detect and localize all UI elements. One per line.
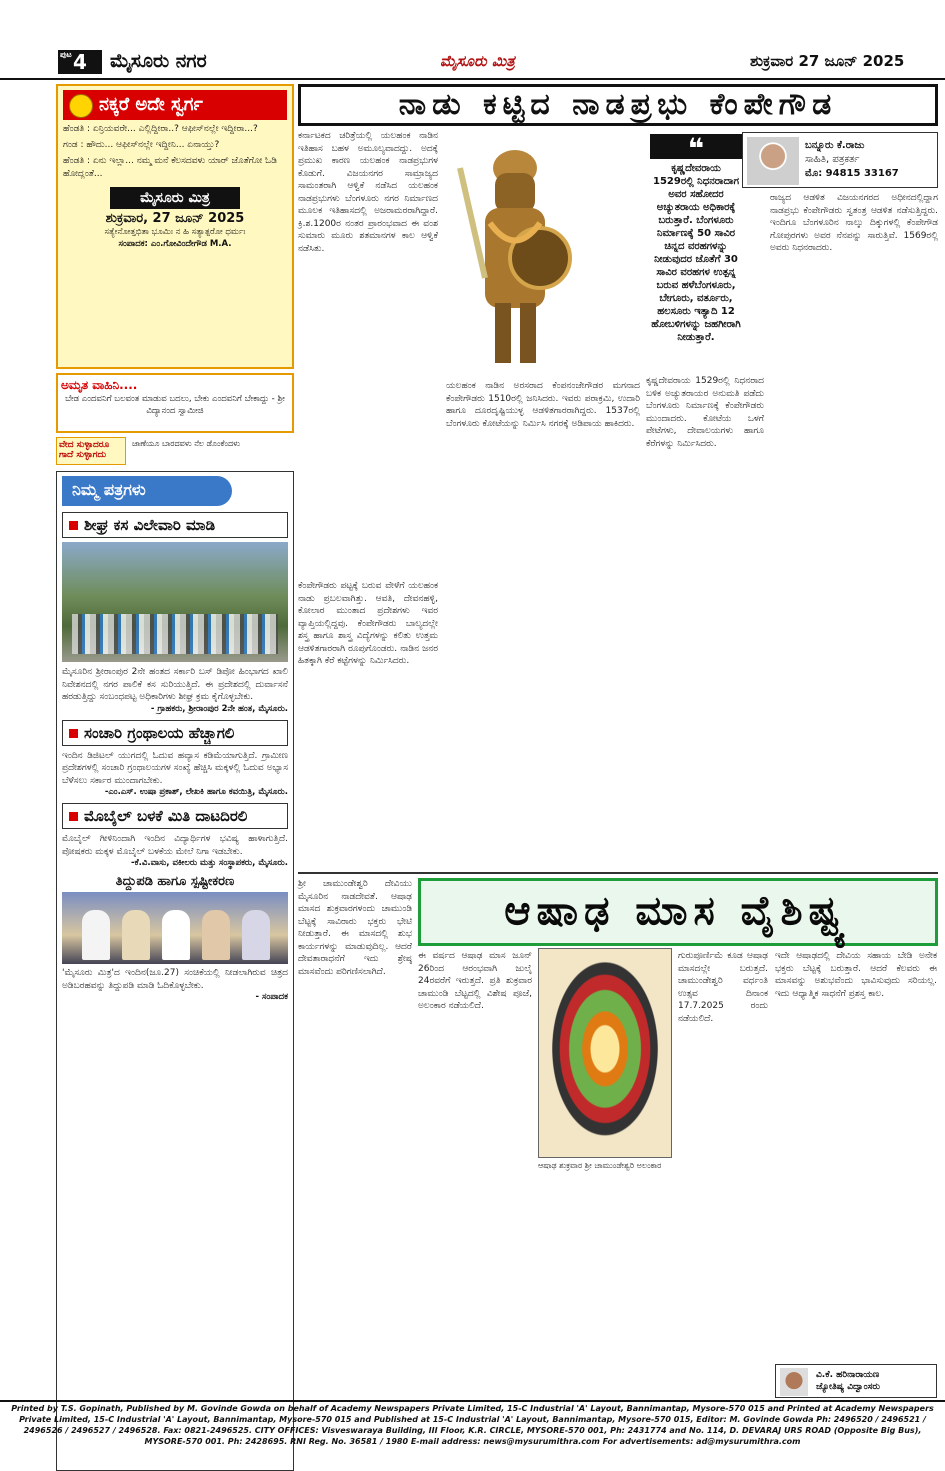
pull-quote-mark: ❝ [650,134,742,159]
ashad-author-role: ಜ್ಯೋತಿಷ್ಯ ವಿದ್ವಾಂಸರು [816,1382,881,1392]
ashad-author-byline [775,1364,937,1398]
header-date: ಶುಕ್ರವಾರ 27 ಜೂನ್ 2025 [750,52,905,70]
letter-signature: -ಕೆ.ವಿ.ವಾಸು, ವಕೀಲರು ಮತ್ತು ಸಂಸ್ಥಾಪಕರು, ಮೈಸೂರು. [130,858,288,868]
bullet-square-icon [69,521,78,530]
section-title: ಮೈಸೂರು ನಗರ [110,50,207,72]
ashad-col-1: ಶ್ರೀ ಚಾಮುಂಡೇಶ್ವರಿ ದೇವಿಯು ಮೈಸೂರಿನ ನಾಡದೇವತೆ. ಆಷಾಢ ಮಾಸದ ಶುಕ್ರವಾರಗಳಂದು ಚಾಮುಂಡಿ ಬೆಟ್ಟಕ್ಕೆ ಸಾವಿರಾರು ಭಕ್ತರು ಭೇಟಿ ನೀಡುತ್ತಾರೆ. ಈ ಮಾಸದಲ್ಲಿ ಶುಭ ಕಾರ್ಯಗಳನ್ನು ಮಾಡುವುದಿಲ್ಲ. ಆದರೆ ದೇವತಾರಾಧನೆಗೆ ಇದು ಶ್ರೇಷ್ಠ ಮಾಸವೆಂದು ಪರಿಗಣಿಸಲಾಗಿದೆ. [298,879,412,977]
proverb-text: ಜಾಣೆಯೂ ಬಾರದವಳು ನೆಲ ಡೊಂಕೆಂದಳು [132,439,241,448]
joke-line: ಹೆಂಡತಿ : ಏನ್ರಿಯವರೇ... ಎಲ್ಲಿದ್ದೀರಾ..? ಆಫೀಸ್‌ನಲ್ಲೇ ಇದ್ದೀರಾ...? [63,124,258,134]
bullet-square-icon [69,812,78,821]
feature-col-3: ಯಲಹಂಕ ನಾಡಿನ ಅರಸರಾದ ಕೆಂಪನಂಜೇಗೌಡರ ಮಗನಾದ ಕೆಂಪೇಗೌಡರು 1510ರಲ್ಲಿ ಜನಿಸಿದರು. ಇವರು ಪರಾಕ್ರಮಿ, ಉದಾರಿ ಹಾಗೂ ದೂರದೃಷ್ಟಿಯುಳ್ಳ ಆಡಳಿತಗಾರರಾಗಿದ್ದರು. 1537ರಲ್ಲಿ ಬೆಂಗಳೂರು ಕೋಟೆಯನ್ನು ನಿರ್ಮಿಸಿ ನಗರಕ್ಕೆ ಅಡಿಪಾಯ ಹಾಕಿದರು. [446,381,640,429]
letter-heading: ಸಂಚಾರಿ ಗ್ರಂಥಾಲಯ ಹೆಚ್ಚಾಗಲಿ [62,720,288,746]
proverb-row [56,437,294,465]
feature-col-2: ಕೆಂಪೇಗೌಡರು ಪಟ್ಟಕ್ಕೆ ಬರುವ ವೇಳೆಗೆ ಯಲಹಂಕ ನಾಡು ಪ್ರಬಲವಾಗಿತ್ತು. ಆವತಿ, ದೇವನಹಳ್ಳಿ, ಕೋಲಾರ ಮುಂತಾದ ಪ್ರದೇಶಗಳು ಇವರ ವ್ಯಾಪ್ತಿಯಲ್ಲಿದ್ದವು. ಕೆಂಪೇಗೌಡರು ಬಾಲ್ಯದಲ್ಲೇ ಶಸ್ತ್ರ ಹಾಗೂ ಶಾಸ್ತ್ರ ವಿದ್ಯೆಗಳನ್ನು ಕಲಿತು ಉತ್ತಮ ಆಡಳಿತಗಾರರಾಗಿ ರೂಪುಗೊಂಡರು. ನಾಡಿನ ಜನರ ಹಿತಕ್ಕಾಗಿ ಕೆರೆ ಕಟ್ಟೆಗಳನ್ನು ನಿರ್ಮಿಸಿದರು. [298,581,438,666]
ashad-headline: ಆಷಾಢ ಮಾಸ ವೈಶಿಷ್ಟ್ಯ [418,878,938,946]
correction-signature: - ಸಂಪಾದಕ [255,992,288,1002]
ashad-author-name: ವಿ.ಕೆ. ಹರಿನಾರಾಯಣ [816,1370,880,1380]
author-byline [742,132,938,188]
dateline: ಶುಕ್ರವಾರ, 27 ಜೂನ್ 2025 [105,211,245,226]
garbage-photo [62,542,288,662]
kempegowda-statue-image [440,128,590,378]
group-photo [62,892,288,964]
editor-line: ಸಂಪಾದಕ: ಎಂ.ಗೋವಿಂದೇಗೌಡ M.A. [118,239,232,249]
imprint-footer: Printed by T.S. Gopinath, Published by M. Govinde Gowda on behalf of Academy Newspapers Private Limited, 15-C Industrial 'A' Layout, Bannimantap, Mysore-570 015 and Printed at Academy Newspapers Private Limited, 15-C Industrial 'A' Layout, Bannimantap, Mysore-570 015 and Published at 15-C Industrial 'A' Layout, Bannimantap, Mysore-570 015, Editor: M. Govinde Gowda Ph: 2496520 / 2496521 / 2496526 / 2496527 / 2496528. Fax: 0821-2496525. CITY OFFICES: Visveswaraya Building, III Floor, K.R. CIRCLE, MYSORE-570 001, Ph: 2431774 and No. 114, D. DEVARAJ URS ROAD (Opposite Big Bus), MYSORE-570 001. Ph: 2428695. RNI Reg. No. 36581 / 1980 E-mail address: news@mysurumithra.com For advertisements: ad@mysurumithra.com [0,1400,945,1424]
smiley-icon [69,94,93,118]
humor-title: ನಕ್ಕರೆ ಅದೇ ಸ್ವರ್ಗ [99,94,203,115]
author-phone: ಮೊ: 94815 33167 [805,168,899,179]
motto: ಸತ್ಯೇನೋತ್ತಭಿತಾ ಭೂಮಿಃ ನ ಹಿ ಸತ್ಯಾತ್ಪರೋ ಧರ್ಮಃ [104,227,246,237]
ashad-col-2: ಈ ವರ್ಷದ ಆಷಾಢ ಮಾಸ ಜೂನ್ 26ರಿಂದ ಆರಂಭವಾಗಿ ಜುಲೈ 24ರವರೆಗೆ ಇರುತ್ತದೆ. ಪ್ರತಿ ಶುಕ್ರವಾರ ಚಾಮುಂಡಿ ಬೆಟ್ಟದಲ್ಲಿ ವಿಶೇಷ ಪೂಜೆ, ಅಲಂಕಾರ ನಡೆಯಲಿದೆ. [418,951,532,1011]
feature-col-4: ಕೃಷ್ಣದೇವರಾಯ 1529ರಲ್ಲಿ ನಿಧನರಾದ ಬಳಿಕ ಅಚ್ಯುತರಾಯರ ಅನುಮತಿ ಪಡೆದು ಬೆಂಗಳೂರು ನಿರ್ಮಾಣಕ್ಕೆ ಕೆಂಪೇಗೌಡರು ಮುಂದಾದರು. ಕೋಟೆಯ ಒಳಗೆ ಪೇಟೆಗಳು, ದೇವಾಲಯಗಳು ಹಾಗೂ ಕೆರೆಗಳನ್ನು ನಿರ್ಮಿಸಿದರು. [646,376,764,449]
left-column [56,84,294,1471]
correction-heading: ತಿದ್ದುಪಡಿ ಹಾಗೂ ಸ್ಪಷ್ಟೀಕರಣ [115,874,235,889]
chamundeshwari-deity-image [538,948,672,1158]
humor-title-bar [63,90,287,120]
letter-body: ಮೊಬೈಲ್ ಗೀಳಿನಿಂದಾಗಿ ಇಂದಿನ ವಿದ್ಯಾರ್ಥಿಗಳ ಭವಿಷ್ಯ ಹಾಳಾಗುತ್ತಿದೆ. ಪೋಷಕರು ಮಕ್ಕಳ ಮೊಬೈಲ್ ಬಳಕೆಯ ಮೇಲೆ ನಿಗಾ ಇಡಬೇಕು. [62,834,288,857]
author-photo [747,137,799,185]
bullet-square-icon [69,729,78,738]
ashad-author-photo [780,1368,808,1396]
ashad-col-4: ಇದೇ ಆಷಾಢದಲ್ಲಿ ದೇವಿಯ ಸಹಾಯ ಬೇಡಿ ಅನೇಕ ಭಕ್ತರು ಬೆಟ್ಟಕ್ಕೆ ಬರುತ್ತಾರೆ. ಆದರೆ ಕೆಲವರು ಈ ಮಾಸವನ್ನು ಅಶುಭವೆಂದು ಭಾವಿಸುವುದು ಸರಿಯಲ್ಲ. ಇದು ಆಧ್ಯಾತ್ಮಿಕ ಸಾಧನೆಗೆ ಪ್ರಶಸ್ತ ಕಾಲ. [775,951,937,999]
proverb-label: ವೇದ ಸುಳ್ಳಾದರೂ ಗಾದೆ ಸುಳ್ಳಾಗದು [56,437,126,465]
deity-caption: ಆಷಾಢ ಶುಕ್ರವಾರ ಶ್ರೀ ಚಾಮುಂಡೇಶ್ವರಿ ಅಲಂಕಾರ [538,1161,662,1170]
amrita-vahini-box [56,373,294,433]
author-name: ಬನ್ನೂರು ಕೆ.ರಾಜು [805,140,865,151]
letters-banner: ನಿಮ್ಮ ಪತ್ರಗಳು [62,476,232,506]
letter-body: ಮೈಸೂರಿನ ಶ್ರೀರಾಂಪುರ 2ನೇ ಹಂತದ ಸರ್ಕಾರಿ ಬಸ್ ಡಿಪೋ ಹಿಂಭಾಗದ ಖಾಲಿ ನಿವೇಶನದಲ್ಲಿ ನಗರ ಪಾಲಿಕೆ ಕಸ ಸುರಿಯುತ್ತಿದೆ. ಈ ಪ್ರದೇಶದಲ್ಲಿ ದುರ್ವಾಸನೆ ಹರಡುತ್ತಿದ್ದು ಸಂಬಂಧಪಟ್ಟ ಅಧಿಕಾರಿಗಳು ಶೀಘ್ರ ಕ್ರಮ ಕೈಗೊಳ್ಳಬೇಕು. [62,667,288,702]
pull-quote: ಕೃಷ್ಣದೇವರಾಯ 1529ರಲ್ಲಿ ನಿಧನರಾದಾಗ ಅವರ ಸಹೋದರ ಅಚ್ಯುತರಾಯ ಅಧಿಕಾರಕ್ಕೆ ಬರುತ್ತಾರೆ. ಬೆಂಗಳೂರು ನಿರ್ಮಾಣಕ್ಕೆ 50 ಸಾವಿರ ಚಿನ್ನದ ವರಹಗಳನ್ನು ನೀಡುವುದರ ಜೊತೆಗೆ 30 ಸಾವಿರ ವರಹಗಳ ಉತ್ಪನ್ನ ಬರುವ ಹಳೆಬೆಂಗಳೂರು, ಬೇಗೂರು, ವರ್ತೂರು, ಹಲಸೂರು ಇತ್ಯಾದಿ 12 ಹೋಬಳಿಗಳನ್ನು ಜಹಗೀರಾಗಿ ನೀಡುತ್ತಾರೆ. [651,163,741,343]
humor-box [56,84,294,369]
amrita-title: ಅಮೃತ ವಾಹಿನಿ.... [61,378,138,392]
section-divider [298,872,938,874]
joke-line: ಗಂಡ : ಹೌದು... ಆಫೀಸ್‌ನಲ್ಲೇ ಇದ್ದೀನಿ... ಏನಾಯ್ತು? [63,140,220,150]
ashad-col-3: ಗುರುಪೂರ್ಣಿಮೆ ಕೂಡ ಆಷಾಢ ಮಾಸದಲ್ಲೇ ಬರುತ್ತದೆ. ಚಾಮುಂಡೇಶ್ವರಿ ವರ್ಧಂತಿ ಉತ್ಸವ ದಿನಾಂಕ 17.7.2025 ರಂದು ನಡೆಯಲಿದೆ. [678,951,768,1024]
letter-heading: ಮೊಬೈಲ್ ಬಳಕೆ ಮಿತಿ ದಾಟದಿರಲಿ [62,803,288,829]
page-label: ಪುಟ [60,50,72,59]
page-header [0,0,945,80]
masthead: ಮೈಸೂರು ಮಿತ್ರ [440,52,515,70]
feature-col-1: ಕರ್ನಾಟಕದ ಚರಿತ್ರೆಯಲ್ಲಿ ಯಲಹಂಕ ನಾಡಿನ ಇತಿಹಾಸ ಬಹಳ ಅಮೂಲ್ಯವಾದದ್ದು. ಅದಕ್ಕೆ ಪ್ರಮುಖ ಕಾರಣ ಯಲಹಂಕ ನಾಡಪ್ರಭುಗಳ ಕೊಡುಗೆ. ವಿಜಯನಗರ ಸಾಮ್ರಾಜ್ಯದ ಸಾಮಂತರಾಗಿ ಆಳ್ವಿಕೆ ನಡೆಸಿದ ಯಲಹಂಕ ನಾಡಪ್ರಭುಗಳು ಬೆಂಗಳೂರು ನಗರ ನಿರ್ಮಾಣದ ಮೂಲಕ ಇತಿಹಾಸದಲ್ಲಿ ಅಜರಾಮರರಾಗಿದ್ದಾರೆ. ಕ್ರಿ.ಶ.1200ರ ನಂತರ ಪ್ರಾರಂಭವಾದ ಈ ವಂಶ ಸುಮಾರು ಮೂರು ಶತಮಾನಗಳ ಕಾಲ ಆಳ್ವಿಕೆ ನಡೆಸಿತು. [298,131,438,254]
feature-headline: ನಾಡು ಕಟ್ಟಿದ ನಾಡಪ್ರಭು ಕೆಂಪೇಗೌಡ [298,84,938,126]
letter-signature: -ಎಂ.ಎಸ್. ಉಷಾ ಪ್ರಕಾಶ್, ಲೇಖಕಿ ಹಾಗೂ ಕವಯಿತ್ರಿ, ಮೈಸೂರು. [104,787,288,797]
joke-line: ಹೆಂಡತಿ : ಏನು ಇಲ್ಲಾ... ನಮ್ಮ ಮನೆ ಕೆಲಸದವಳು ಯಾರ್ ಜೊತೆಗೋ ಓಡಿ ಹೋದ್ಲಂತೆ... [63,156,277,179]
page-number: 4 [73,50,87,74]
letter-signature: - ಗ್ರಾಹಕರು, ಶ್ರೀರಾಂಪುರ 2ನೇ ಹಂತ, ಮೈಸೂರು. [150,703,288,714]
feature-col-5: ರಾಜ್ಯದ ಆಡಳಿತ ವಿಜಯನಗರದ ಅಧೀನದಲ್ಲಿದ್ದಾಗ ನಾಡಪ್ರಭು ಕೆಂಪೇಗೌಡರು ಸ್ವತಂತ್ರ ಆಡಳಿತ ನಡೆಸುತ್ತಿದ್ದರು. ಇಂದಿಗೂ ಬೆಂಗಳೂರಿನ ನಾಲ್ಕು ದಿಕ್ಕುಗಳಲ್ಲಿ ಕೆಂಪೇಗೌಡ ಗೋಪುರಗಳು ಅವರ ನೆನಪನ್ನು ಸಾರುತ್ತಿವೆ. 1569ರಲ್ಲಿ ಅವರು ನಿಧನರಾದರು. [770,193,938,253]
letters-section [56,471,294,1471]
letter-heading: ಶೀಘ್ರ ಕಸ ವಿಲೇವಾರಿ ಮಾಡಿ [62,512,288,538]
letter-body: ಇಂದಿನ ಡಿಜಿಟಲ್ ಯುಗದಲ್ಲಿ ಓದುವ ಹವ್ಯಾಸ ಕಡಿಮೆಯಾಗುತ್ತಿದೆ. ಗ್ರಾಮೀಣ ಪ್ರದೇಶಗಳಲ್ಲಿ ಸಂಚಾರಿ ಗ್ರಂಥಾಲಯಗಳ ಸಂಖ್ಯೆ ಹೆಚ್ಚಿಸಿ ಮಕ್ಕಳಲ್ಲಿ ಓದುವ ಅಭ್ಯಾಸ ಬೆಳೆಸಲು ಸರ್ಕಾರ ಮುಂದಾಗಬೇಕು. [62,750,288,786]
newspaper-logo: ಮೈಸೂರು ಮಿತ್ರ [110,187,240,209]
page-number-box [58,50,102,74]
correction-body: 'ಮೈಸೂರು ಮಿತ್ರ'ದ ಇಂದಿನ(ಜೂ.27) ಸಂಚಿಕೆಯಲ್ಲಿ ನೀಡಲಾಗಿರುವ ಚಿತ್ರದ ಅಡಿಬರಹವನ್ನು ತಿದ್ದುಪಡಿ ಮಾಡಿ ಓದಿಕೊಳ್ಳಬೇಕು. [62,968,288,991]
author-role: ಸಾಹಿತಿ, ಪತ್ರಕರ್ತ [805,154,860,165]
amrita-text: ಬೇಡ ಎಂದವನಿಗೆ ಬಲವಂತ ಮಾಡುವ ಬದಲು, ಬೇಕು ಎಂದವನಿಗೆ ಬೇಕಾದ್ದು - ಶ್ರೀ ವಿದ್ಯಾನಂದ ಸ್ವಾಮೀಜಿ [65,394,285,416]
